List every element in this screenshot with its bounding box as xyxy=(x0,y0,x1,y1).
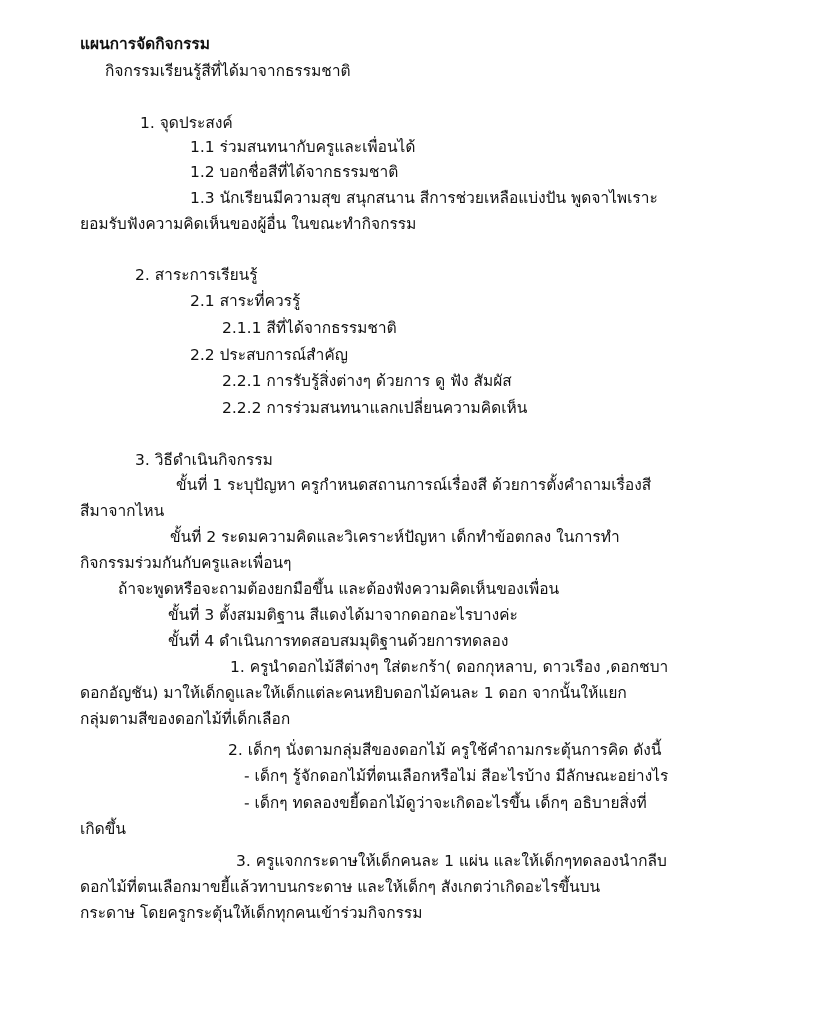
objective-item: 1.1 ร่วมสนทนากับครูและเพื่อนได้ xyxy=(190,138,416,156)
content-subheading: 2.1 สาระที่ควรรู้ xyxy=(190,292,301,310)
section-content-heading: 2. สาระการเรียนรู้ xyxy=(135,266,258,284)
procedure-line: 2. เด็กๆ นั่งตามกลุ่มสีของดอกไม้ ครูใช้คำถามกระตุ้นการคิด ดังนี้ xyxy=(228,741,662,759)
procedure-line: กระดาษ โดยครูกระตุ้นให้เด็กทุกคนเข้าร่วมกิจกรรม xyxy=(80,904,423,922)
objective-item: 1.2 บอกชื่อสีที่ได้จากธรรมชาติ xyxy=(190,163,399,181)
procedure-line: 3. ครูแจกกระดาษให้เด็กคนละ 1 แผ่น และให้เด็กๆทดลองนำกลีบ xyxy=(236,852,667,870)
procedure-line: กลุ่มตามสีของดอกไม้ที่เด็กเลือก xyxy=(80,710,291,728)
objective-item-continued: ยอมรับฟังความคิดเห็นของผู้อื่น ในขณะทำกิจกรรม xyxy=(80,215,417,233)
procedure-line: 1. ครูนำดอกไม้สีต่างๆ ใส่ตะกร้า( ดอกกุหลาบ, ดาวเรือง ,ดอกชบา xyxy=(230,658,669,676)
content-subheading: 2.2 ประสบการณ์สำคัญ xyxy=(190,346,348,364)
procedure-line: กิจกรรมร่วมกันกับครูและเพื่อนๆ xyxy=(80,554,292,572)
content-item: 2.2.1 การรับรู้สิ่งต่างๆ ด้วยการ ดู ฟัง สัมผัส xyxy=(222,372,512,390)
procedure-line: สีมาจากไหน xyxy=(80,502,165,520)
procedure-line: ดอกอัญชัน) มาให้เด็กดูและให้เด็กแต่ละคนหยิบดอกไม้คนละ 1 ดอก จากนั้นให้แยก xyxy=(80,684,627,702)
procedure-line: ขั้นที่ 3 ตั้งสมมติฐาน สีแดงได้มาจากดอกอะไรบางค่ะ xyxy=(168,606,518,624)
procedure-line: เกิดขึ้น xyxy=(80,820,126,838)
activity-subtitle: กิจกรรมเรียนรู้สีที่ได้มาจากธรรมชาติ xyxy=(105,62,351,80)
procedure-line: ถ้าจะพูดหรือจะถามต้องยกมือขึ้น และต้องฟังความคิดเห็นของเพื่อน xyxy=(118,580,560,598)
section-procedure-heading: 3. วิธีดำเนินกิจกรรม xyxy=(135,451,273,469)
procedure-line: ขั้นที่ 4 ดำเนินการทดสอบสมมุติฐานด้วยการทดลอง xyxy=(168,632,509,650)
document-title: แผนการจัดกิจกรรม xyxy=(80,35,210,53)
objective-item: 1.3 นักเรียนมีความสุข สนุกสนาน สีการช่วยเหลือแบ่งปัน พูดจาไพเราะ xyxy=(190,189,658,207)
procedure-line: - เด็กๆ รู้จักดอกไม้ที่ตนเลือกหรือไม่ สีอะไรบ้าง มีลักษณะอย่างไร xyxy=(244,767,669,785)
procedure-line: - เด็กๆ ทดลองขยี้ดอกไม้ดูว่าจะเกิดอะไรขึ้น เด็กๆ อธิบายสิ่งที่ xyxy=(244,794,647,812)
procedure-line: ดอกไม้ที่ตนเลือกมาขยี้แล้วทาบนกระดาษ และให้เด็กๆ สังเกตว่าเกิดอะไรขึ้นบน xyxy=(80,878,601,896)
procedure-line: ขั้นที่ 1 ระบุปัญหา ครูกำหนดสถานการณ์เรื่องสี ด้วยการตั้งคำถามเรื่องสี xyxy=(176,476,652,494)
procedure-line: ขั้นที่ 2 ระดมความคิดและวิเคราะห์ปัญหา เด็กทำข้อตกลง ในการทำ xyxy=(170,528,620,546)
section-objectives-heading: 1. จุดประสงค์ xyxy=(140,114,233,132)
content-item: 2.2.2 การร่วมสนทนาแลกเปลี่ยนความคิดเห็น xyxy=(222,399,528,417)
content-item: 2.1.1 สีที่ได้จากธรรมชาติ xyxy=(222,319,397,337)
